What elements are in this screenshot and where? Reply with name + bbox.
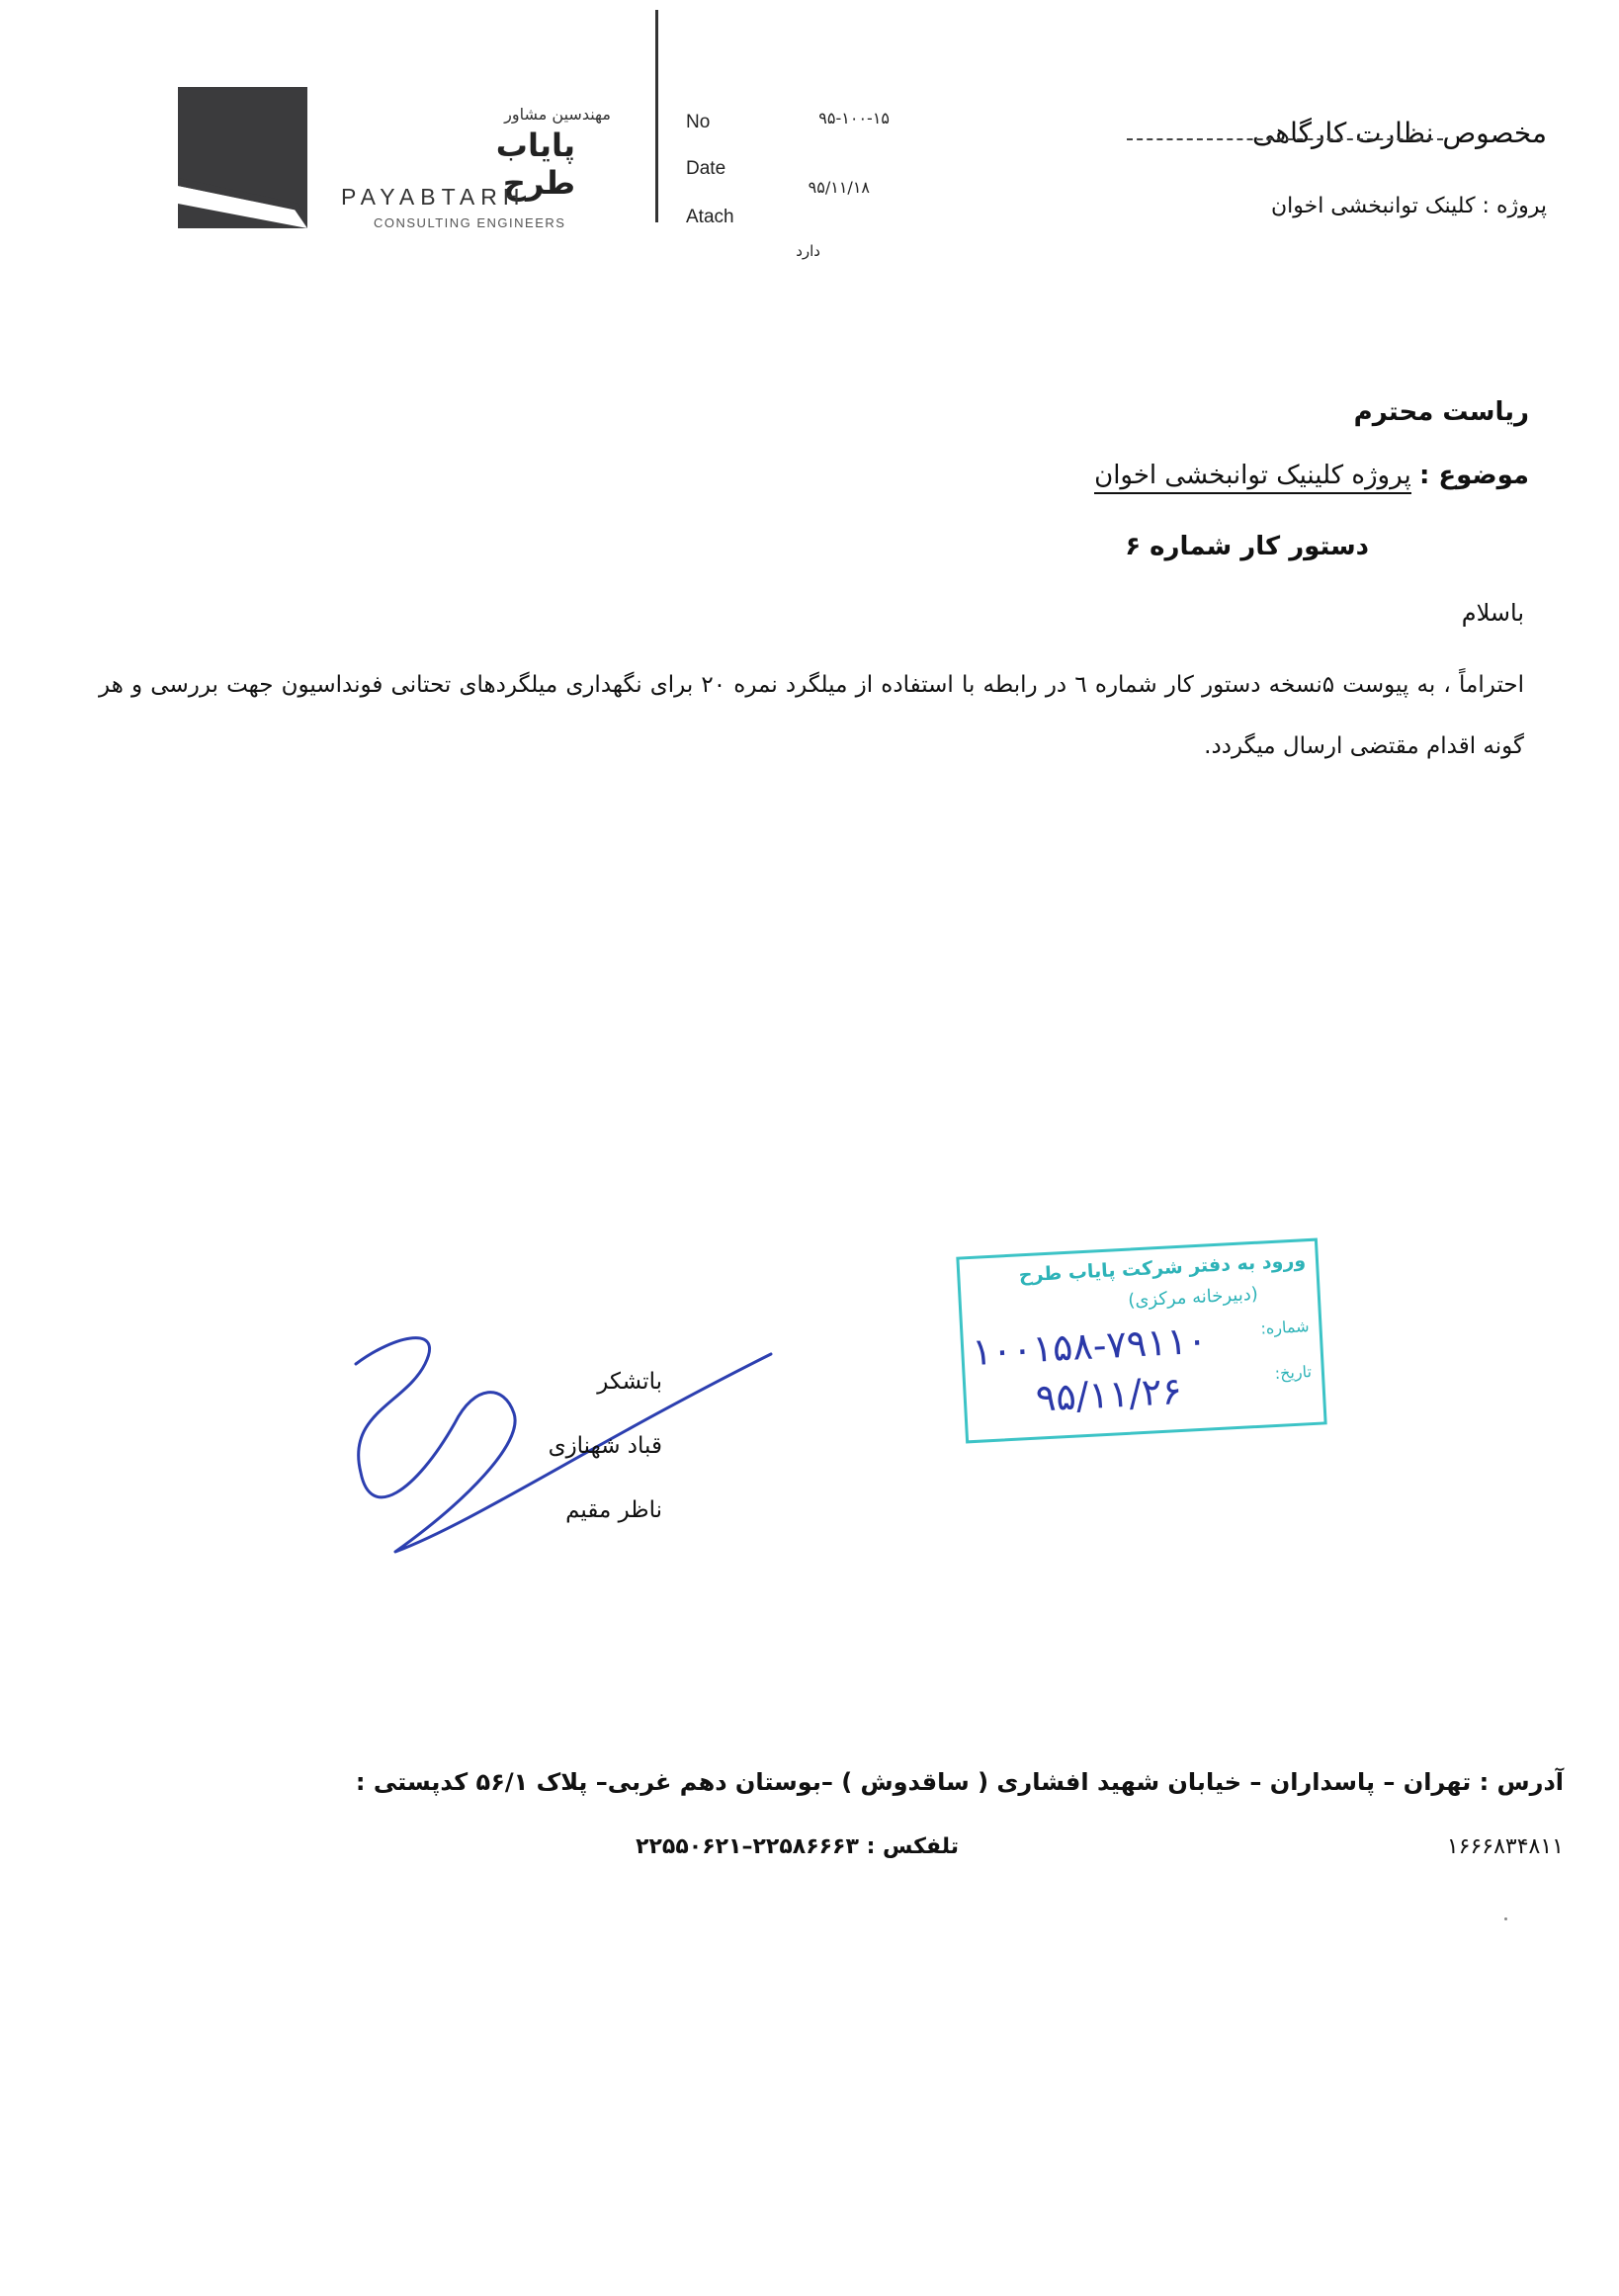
work-order-title: دستور کار شماره ۶: [1125, 532, 1369, 561]
attachment-label: Atach: [686, 207, 734, 227]
signer-name: قباد شهنازی: [548, 1433, 662, 1459]
letter-number: ۹۵-۱۰۰-۱۵: [818, 109, 890, 128]
footer-postal-code: ۱۶۶۶۸۳۴۸۱۱: [1446, 1834, 1564, 1859]
footer-fax: تلفکس : ۲۲۵۸۶۶۶۳–۲۲۵۵۰۶۲۱: [636, 1834, 959, 1859]
stamp-org-line: ورود به دفتر شرکت پایاب طرح: [1018, 1249, 1307, 1287]
addressee: ریاست محترم: [1353, 397, 1529, 427]
footer-address: آدرس : تهران – پاسداران – خیابان شهید افشاری ( ساقدوش ) –بوستان دهم غربی– پلاک ۵۶/۱ کدپستی :: [355, 1768, 1564, 1796]
closing-text: باتشکر: [597, 1369, 662, 1395]
stamp-dept-line: (دبیرخانه مرکزی): [1127, 1283, 1259, 1312]
subject-row: [890, 461, 1529, 490]
logo-english-subtitle: CONSULTING ENGINEERS: [374, 215, 566, 230]
page-speck: [1504, 1917, 1507, 1920]
stamp-handwritten-number: ۱۰۰۱۵۸-۷۹۱۱۰: [971, 1318, 1209, 1374]
attachment-value: دارد: [796, 242, 820, 260]
stamp-handwritten-date: ۹۵/۱۱/۲۶: [1034, 1368, 1183, 1420]
letter-body: احتراماً ، به پیوست ۵نسخه دستور کار شماره ٦ در رابطه با استفاده از میلگرد نمره ۲۰ برای نگهداری میلگردهای تحتانی فونداسیون جهت بررسی و هر گونه اقدام مقتضی ارسال میگردد.: [99, 672, 1524, 759]
greeting: باسلام: [1461, 599, 1524, 627]
org-title-underline: [1127, 138, 1443, 140]
logo-persian-name: پایاب طرح: [495, 127, 575, 202]
org-title: مخصوص نظارت کارگاهی: [1252, 117, 1547, 149]
logo-persian-subtitle: مهندسین مشاور: [504, 105, 611, 124]
logo-english-name: PAYABTARH: [341, 184, 526, 210]
project-line: پروژه : کلینک توانبخشی اخوان: [1270, 194, 1547, 218]
stamp-number-label: شماره:: [1259, 1317, 1310, 1338]
subject-text: پروژه کلینیک توانبخشی اخوان: [1094, 461, 1411, 494]
signer-role: ناظر مقیم: [565, 1497, 662, 1523]
receipt-stamp: [956, 1238, 1326, 1444]
stamp-date-label: تاریخ:: [1274, 1362, 1313, 1383]
number-label: No: [686, 112, 711, 132]
date-label: Date: [686, 158, 726, 179]
header-divider: [655, 10, 658, 222]
letter-date: ۹۵/۱۱/۱۸: [808, 178, 870, 197]
subject-label: موضوع :: [1418, 461, 1529, 490]
logo-mark: [178, 87, 307, 228]
